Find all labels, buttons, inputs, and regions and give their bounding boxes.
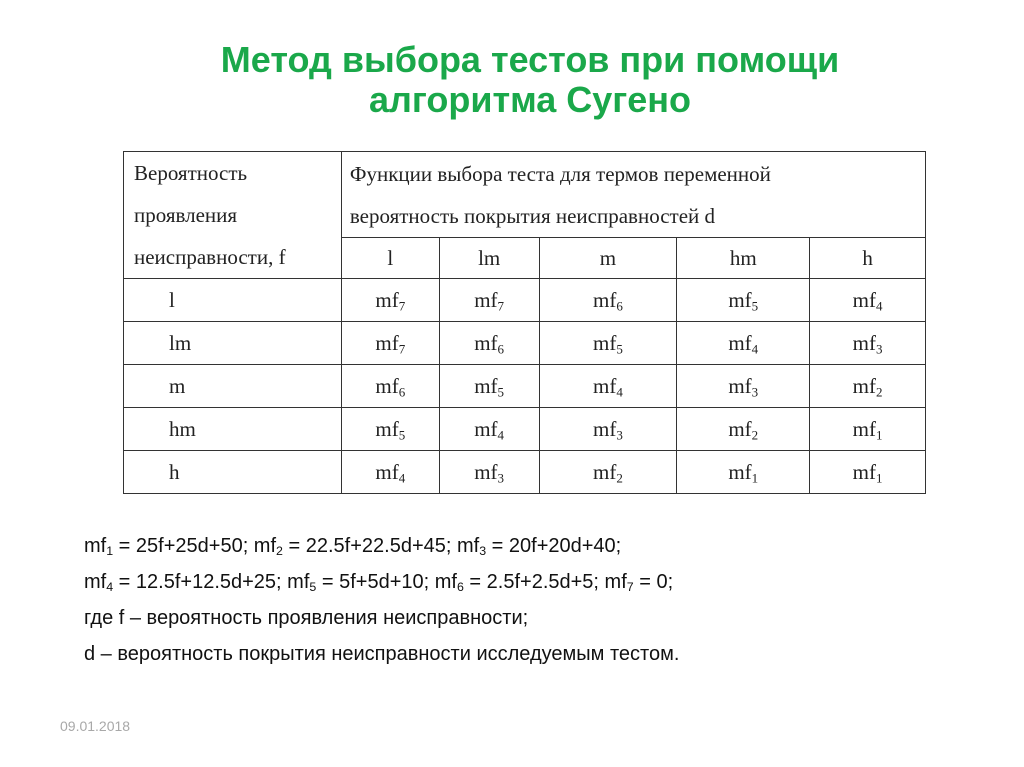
formula-text: = 20f+20d+40; — [486, 535, 622, 557]
cell-function: mf — [852, 330, 876, 355]
cell-function: mf — [852, 416, 876, 441]
cell-function: mf — [728, 416, 752, 441]
cell-subscript: 6 — [398, 383, 406, 399]
term-header: m — [539, 238, 677, 279]
formula-subscript: 4 — [106, 580, 114, 595]
formula-subscript: 1 — [106, 544, 114, 559]
formula-text: mf — [84, 571, 107, 593]
table-cell — [341, 408, 439, 451]
cell-subscript: 7 — [398, 297, 406, 313]
table-cell — [539, 451, 677, 494]
cell-subscript: 1 — [751, 469, 759, 485]
cell-function: mf — [728, 287, 752, 312]
formula-notes — [84, 528, 984, 672]
cell-subscript: 1 — [875, 426, 883, 442]
table-cell — [539, 279, 677, 322]
corner-header — [124, 152, 342, 279]
formula-text: = 2.5f+2.5d+5; mf — [463, 571, 627, 593]
cell-function: mf — [474, 416, 498, 441]
cell-function: mf — [474, 373, 498, 398]
cell-subscript: 5 — [751, 297, 759, 313]
cell-function: mf — [593, 330, 617, 355]
cell-subscript: 4 — [497, 426, 505, 442]
cell-function: mf — [375, 330, 399, 355]
table-cell — [439, 279, 539, 322]
cell-subscript: 6 — [616, 297, 623, 313]
page-title — [150, 40, 910, 120]
row-label: hm — [124, 408, 342, 451]
cell-subscript: 5 — [616, 340, 623, 356]
corner-line-2: проявления — [134, 203, 238, 227]
cell-function: mf — [375, 287, 399, 312]
cell-function: mf — [593, 459, 617, 484]
cell-function: mf — [474, 287, 498, 312]
cell-function: mf — [474, 330, 498, 355]
cell-subscript: 4 — [751, 340, 759, 356]
table-cell — [439, 408, 539, 451]
row-label: h — [124, 451, 342, 494]
formula-text: = 5f+5d+10; mf — [316, 571, 457, 593]
table-cell — [539, 322, 677, 365]
table-row — [124, 322, 926, 365]
note-d: d – вероятность покрытия неисправности исследуемым тестом. — [84, 643, 680, 665]
cell-function: mf — [375, 373, 399, 398]
formula-subscript: 7 — [626, 580, 634, 595]
cell-subscript: 4 — [616, 383, 623, 399]
cell-subscript: 3 — [497, 469, 505, 485]
term-header: l — [341, 238, 439, 279]
cell-subscript: 3 — [875, 340, 883, 356]
table-cell — [341, 365, 439, 408]
table-cell — [810, 365, 926, 408]
cell-function: mf — [593, 373, 617, 398]
formula-text: = 0; — [633, 571, 674, 593]
cell-function: mf — [728, 330, 752, 355]
table-row — [124, 408, 926, 451]
cell-subscript: 1 — [875, 469, 883, 485]
formula-subscript: 3 — [479, 544, 487, 559]
cell-subscript: 6 — [497, 340, 505, 356]
table-cell — [341, 279, 439, 322]
table-cell — [677, 322, 810, 365]
cell-subscript: 5 — [398, 426, 406, 442]
formula-subscript: 6 — [456, 580, 464, 595]
cell-function: mf — [593, 416, 617, 441]
cell-subscript: 7 — [497, 297, 505, 313]
cell-function: mf — [852, 373, 876, 398]
cell-subscript: 4 — [875, 297, 883, 313]
cell-function: mf — [728, 373, 752, 398]
cell-subscript: 3 — [751, 383, 759, 399]
table-cell — [341, 451, 439, 494]
formula-subscript: 5 — [309, 580, 317, 595]
cell-function: mf — [728, 459, 752, 484]
formula-line-1 — [84, 528, 984, 564]
row-label: l — [124, 279, 342, 322]
formula-text: = 22.5f+22.5d+45; mf — [282, 535, 480, 557]
table-cell — [677, 451, 810, 494]
note-f: где f – вероятность проявления неисправности; — [84, 607, 529, 629]
cell-subscript: 2 — [616, 469, 623, 485]
table-cell — [439, 451, 539, 494]
cell-subscript: 2 — [751, 426, 759, 442]
sugeno-table — [123, 151, 926, 494]
cell-function: mf — [852, 287, 876, 312]
cell-subscript: 7 — [398, 340, 406, 356]
table-cell — [810, 322, 926, 365]
table-cell — [810, 408, 926, 451]
cell-subscript: 2 — [875, 383, 883, 399]
cell-subscript: 4 — [398, 469, 406, 485]
title-line-1: Метод выбора тестов при помощи — [220, 39, 840, 80]
formula-text: = 12.5f+12.5d+25; mf — [113, 571, 310, 593]
row-label: lm — [124, 322, 342, 365]
group-header — [341, 152, 925, 238]
table-row — [124, 451, 926, 494]
table-cell — [439, 365, 539, 408]
cell-function: mf — [852, 459, 876, 484]
group-header-line-1: Функции выбора теста для термов переменной — [349, 161, 771, 186]
cell-function: mf — [375, 459, 399, 484]
term-header: lm — [439, 238, 539, 279]
table-row — [124, 279, 926, 322]
table-cell — [677, 408, 810, 451]
term-header: hm — [677, 238, 810, 279]
table-cell — [810, 451, 926, 494]
table-cell — [677, 279, 810, 322]
formula-line-2 — [84, 564, 984, 600]
formula-text: = 25f+25d+50; mf — [113, 535, 277, 557]
table-cell — [539, 408, 677, 451]
row-label: m — [124, 365, 342, 408]
corner-line-1: Вероятность — [134, 161, 248, 185]
cell-function: mf — [593, 287, 617, 312]
table-cell — [341, 322, 439, 365]
formula-subscript: 2 — [276, 544, 283, 559]
table-row — [124, 365, 926, 408]
group-header-line-2: вероятность покрытия неисправностей d — [349, 203, 716, 228]
table-cell — [677, 365, 810, 408]
table-cell — [810, 279, 926, 322]
table-cell — [539, 365, 677, 408]
term-header: h — [810, 238, 926, 279]
title-line-2: алгоритма Сугено — [368, 79, 692, 120]
table-cell — [439, 322, 539, 365]
formula-text: mf — [84, 535, 107, 557]
cell-subscript: 3 — [616, 426, 623, 442]
cell-subscript: 5 — [497, 383, 505, 399]
footer-date: 09.01.2018 — [60, 718, 131, 734]
cell-function: mf — [375, 416, 399, 441]
corner-line-3: неисправности, f — [134, 245, 286, 269]
cell-function: mf — [474, 459, 498, 484]
